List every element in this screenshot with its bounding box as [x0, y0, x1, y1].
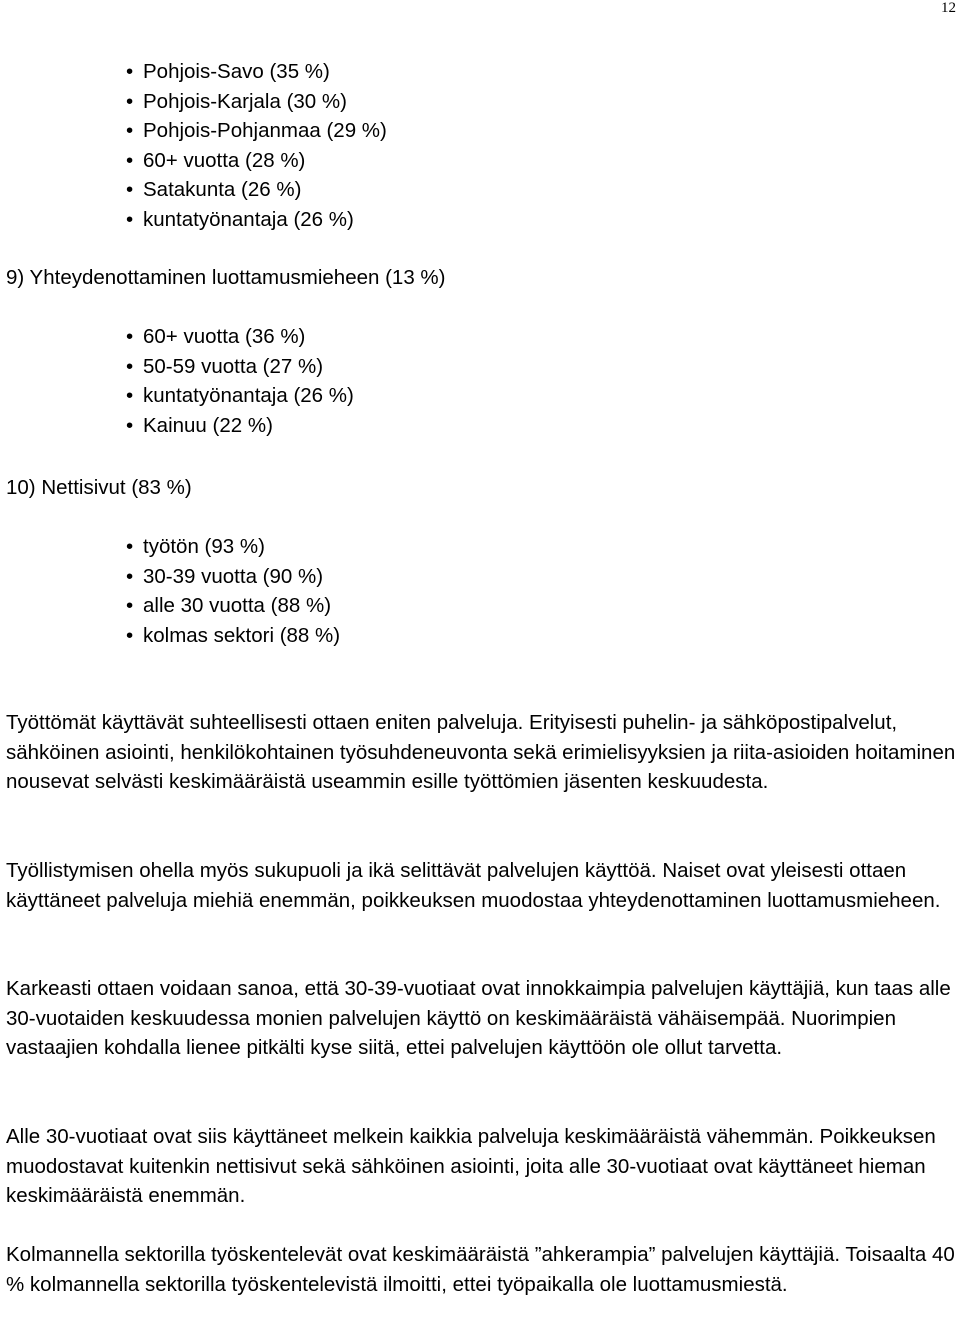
paragraph-age-groups: Karkeasti ottaen voidaan sanoa, että 30-39-vuotiaat ovat innokkaimpia palvelujen käyttäjiä, kun taas alle 30-vuotaiden keskuudessa monien palvelujen käyttö on keskimääräistä vähäisempää. Nuorimpien vastaajien kohdalla lienee pitkälti kyse siitä, ettei palvelujen käyttöön ole ollut tarvetta.: [6, 977, 951, 1059]
list-item: • Kainuu (22 %): [126, 411, 354, 441]
list-item: • kuntatyönantaja (26 %): [126, 205, 387, 235]
paragraph-third-sector: Kolmannella sektorilla työskentelevät ovat keskimääräistä ”ahkerampia” palvelujen käyttäjiä. Toisaalta 40 % kolmannella sektorilla työskentelevistä ilmoitti, ettei työpaikalla ole luottamusmiestä.: [6, 1243, 955, 1296]
list-item: • 60+ vuotta (36 %): [126, 322, 354, 352]
list-item: • 30-39 vuotta (90 %): [126, 562, 340, 592]
paragraph-gender-age: Työllistymisen ohella myös sukupuoli ja ikä selittävät palvelujen käyttöä. Naiset ovat yleisesti ottaen käyttäneet palveluja miehiä enemmän, poikkeuksen muodostaa yhteydenottaminen luottamusmieheen.: [6, 859, 941, 912]
list-item: • Pohjois-Savo (35 %): [126, 57, 387, 87]
bullet-list-regions: [0, 57, 387, 234]
list-item: • työtön (93 %): [126, 532, 340, 562]
paragraph-unemployed: Työttömät käyttävät suhteellisesti ottaen eniten palveluja. Erityisesti puhelin- ja sähköpostipalvelut, sähköinen asiointi, henkilökohtainen työsuhdeneuvonta sekä erimielisyyksien ja riita-asioiden hoitaminen nousevat selvästi keskimääräistä useammin esille työttömien jäsenten keskuudesta.: [6, 711, 956, 793]
list-item: • Pohjois-Pohjanmaa (29 %): [126, 116, 387, 146]
list-item: • 50-59 vuotta (27 %): [126, 352, 354, 382]
list-item: • kolmas sektori (88 %): [126, 621, 340, 651]
bullet-list-shop-steward: [0, 322, 354, 440]
bullet-list-websites: [0, 532, 340, 650]
page-number: 12: [941, 0, 956, 16]
list-item: • alle 30 vuotta (88 %): [126, 591, 340, 621]
section-heading-10: 10) Nettisivut (83 %): [6, 476, 192, 499]
list-item: • kuntatyönantaja (26 %): [126, 381, 354, 411]
list-item: • 60+ vuotta (28 %): [126, 146, 387, 176]
section-heading-9: 9) Yhteydenottaminen luottamusmieheen (13 %): [6, 266, 446, 289]
list-item: • Pohjois-Karjala (30 %): [126, 87, 387, 117]
paragraph-under-30: Alle 30-vuotiaat ovat siis käyttäneet melkein kaikkia palveluja keskimääräistä vähemmän. Poikkeuksen muodostavat kuitenkin nettisivut sekä sähköinen asiointi, joita alle 30-vuotiaat ovat käyttäneet hieman keskimääräistä enemmän.: [6, 1125, 936, 1207]
list-item: • Satakunta (26 %): [126, 175, 387, 205]
